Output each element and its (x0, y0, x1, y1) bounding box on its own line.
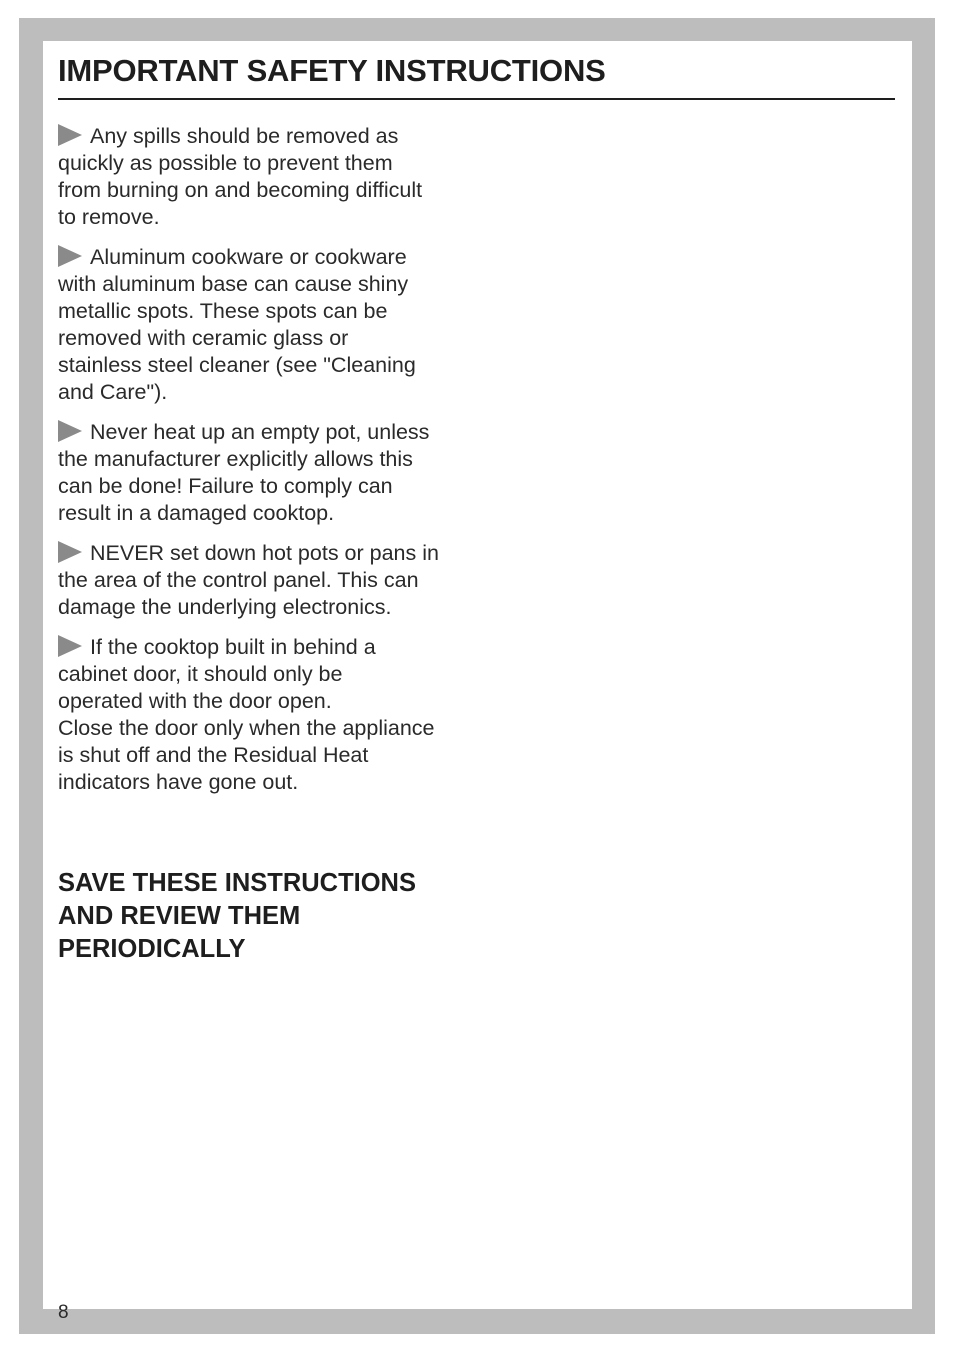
instruction-item: Aluminum cookware or cookware with aluminum base can cause shiny metallic spots. These spots can be removed with ceramic glass or stainless steel cleaner (see "Cleaning and Care"). (58, 245, 416, 404)
instruction-item: NEVER set down hot pots or pans in the area of the control panel. This can damage the underlying electronics. (58, 541, 439, 619)
triangle-right-icon (58, 420, 82, 442)
triangle-right-icon (58, 635, 82, 657)
title-underline (58, 98, 895, 100)
instruction-item: If the cooktop built in behind a cabinet door, it should only be operated with the door open. Close the door only when the appliance is shut off and the Residual Heat indicators have gone out. (58, 635, 435, 794)
instruction-item: Any spills should be removed as quickly as possible to prevent them from burning on and becoming difficult to remove. (58, 124, 423, 229)
instruction-item: Never heat up an empty pot, unless the manufacturer explicitly allows this can be done! Failure to comply can result in a damaged cooktop. (58, 420, 430, 525)
page-number: 8 (58, 1302, 69, 1323)
triangle-right-icon (58, 124, 82, 146)
safety-instructions-list (58, 123, 468, 809)
triangle-right-icon (58, 245, 82, 267)
page-title: IMPORTANT SAFETY INSTRUCTIONS (58, 53, 606, 88)
save-instructions-notice: SAVE THESE INSTRUCTIONS AND REVIEW THEM PERIODICALLY (58, 869, 416, 963)
triangle-right-icon (58, 541, 82, 563)
